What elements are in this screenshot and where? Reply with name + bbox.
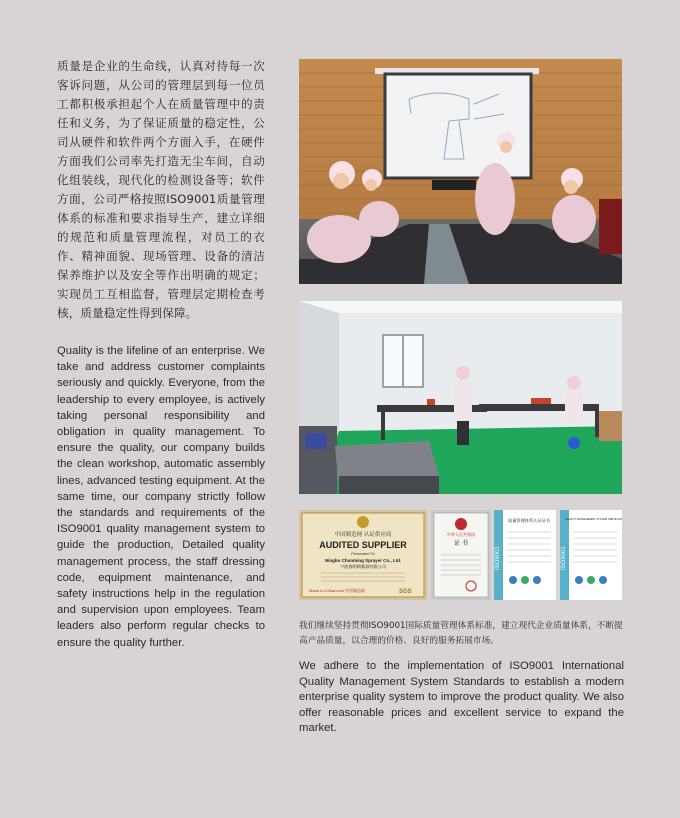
iso-en-side: ISO9001 (561, 546, 567, 570)
audited-title: AUDITED SUPPLIER (319, 540, 407, 550)
honor-certificate (431, 510, 491, 600)
audited-cn-heading: 中国制造网 认证供应商 (334, 532, 392, 538)
meeting-photo (299, 59, 622, 284)
audited-footer-right: SGS (399, 589, 412, 595)
audited-company-cn: 宁波春明喷雾器有限公司 (339, 564, 387, 569)
iso-certificate-cn (494, 510, 556, 600)
honor-top: 中华人民共和国 (447, 532, 475, 537)
cn-iso-paragraph: 我们继续坚持贯彻ISO9001国际质量管理体系标准，建立现代企业质量体系，不断提高产品质量，以合理的价格、良好的服务拓展市场。 (299, 621, 623, 646)
cn-quality-paragraph: 质量是企业的生命线，认真对待每一次客诉问题，从公司的管理层到每一位员工都积极承担起个人在质量管理中的责任和义务，为了保证质量的稳定性，公司从硬件和软件两个方面入手，在硬件方面我们公司率先打造无尘车间，自动化组装线，现代化的检测设备等；软件方面，公司严格按照ISO9001质量管理体系的标准和要求指导生产，建立详细的规范和质量管理流程，对员工的衣作、精神面貌、现场管理、设备的清洁保养维护以及安全等作出明确的规定；实现员工互相监督，管理层定期检查考核，质量稳定性得到保障。 (57, 59, 265, 320)
en-iso-paragraph: We adhere to the implementation of ISO9001 International Quality Management System Standards to establish a modern enterprise quality system to improve the product quality. We also offer reasonable prices and excellent service to expand the market. (299, 660, 624, 735)
iso-en-title: QUALITY MANAGEMENT SYSTEM CERTIFICATE (565, 518, 622, 521)
lab-photo (299, 301, 622, 494)
audited-presented: Presented To (351, 551, 375, 556)
honor-title: 证 书 (454, 540, 468, 547)
audited-supplier-certificate (299, 510, 427, 600)
certificates-strip (299, 510, 622, 600)
iso-cn-side: ISO9001 (495, 546, 501, 570)
en-quality-paragraph: Quality is the lifeline of an enterprise. We take and address customer complaints seriously and quickly. Everyone, from the leadership to every employee, is actively taking personal responsibility and obligation in quality management. To ensure the quality, our company builds the clean workshop, automatic assembly lines, advanced testing equipment. At the same time, our company strictly follow the standards and requirements of the ISO9001 quality management system to guide the production, Detailed quality management process, the staff dressing code, equipment maintenance, and safety instructions help in the regulation and supervision upon employees. Team leaders also perform regular checks to ensure the quality further. (57, 345, 265, 649)
audited-company-en: Ningbo Chunming Sprayer Co., Ltd. (324, 558, 402, 563)
iso-certificate-en (560, 510, 622, 600)
iso-cn-title: 质量管理体系认证证书 (508, 518, 550, 523)
audited-footer-left: Made-in-China.com 中国制造网 (309, 588, 366, 593)
